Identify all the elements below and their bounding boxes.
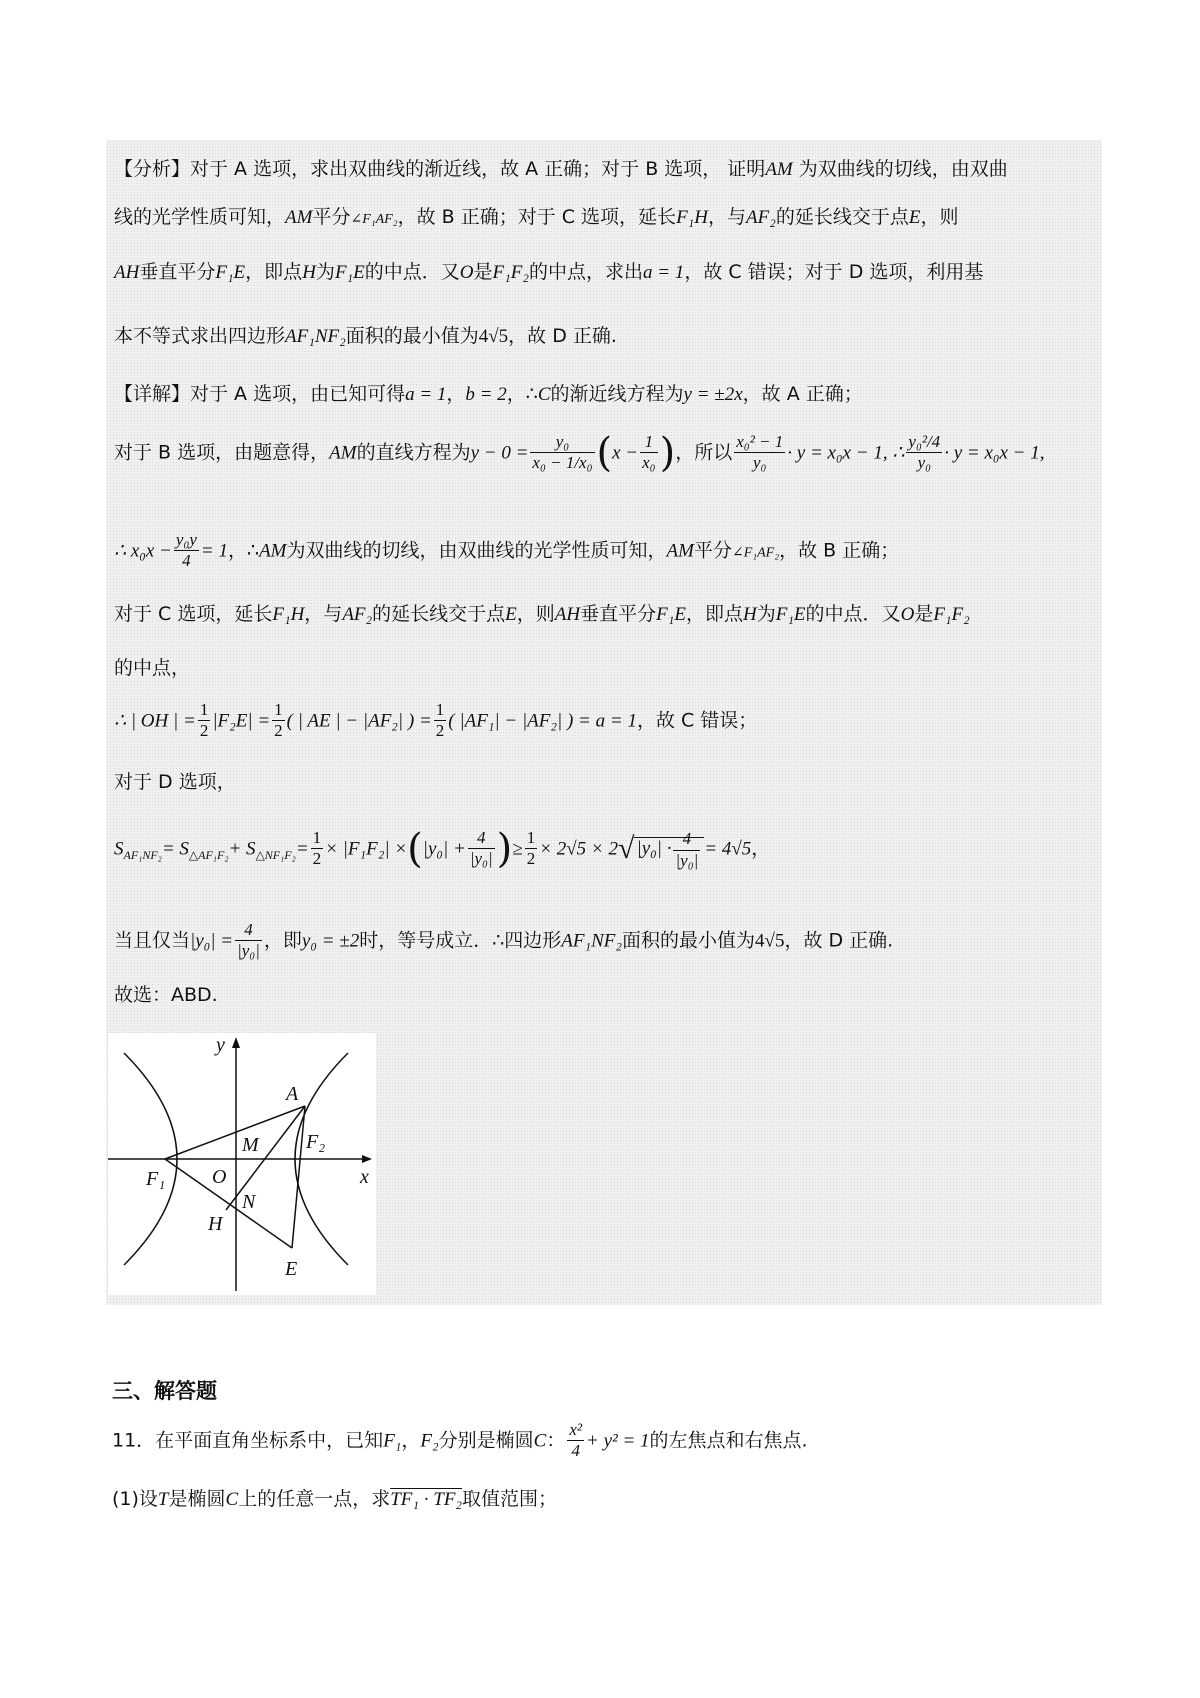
segment-A-E	[292, 1106, 305, 1248]
label-F1: F₁	[146, 1168, 166, 1190]
label-N: N	[242, 1191, 256, 1213]
label-H: H	[208, 1213, 223, 1235]
fraction-half: $\frac{1}{2}$	[274, 700, 283, 741]
label-F2: F₂	[306, 1131, 326, 1153]
fraction: $\frac{4}{\text{|y₀|}}$	[675, 829, 699, 870]
y-axis-arrow	[232, 1037, 240, 1048]
x-axis-arrow	[362, 1155, 372, 1163]
label-y: y	[216, 1034, 225, 1056]
label-E: E	[285, 1258, 298, 1280]
label-x: x	[360, 1166, 369, 1188]
detail-line-5: 的中点，	[114, 657, 191, 679]
detail-line-10: 故选：ABD.	[114, 984, 218, 1006]
fraction-half: $\frac{1}{2}$	[526, 828, 536, 869]
detail-line-1: 【详解】对于 A 选项，由已知可得a = 1，b = 2，∴C的渐近线方程为y = ±2x，故 A 正确；	[114, 383, 863, 405]
label-M: M	[242, 1134, 259, 1156]
detail-line-3: ∴ x₀x − $\frac{\text{y₀y}}{4}$ = 1，∴AM为双曲线的切线，由双曲线的光学性质可知，AM平分∠F₁AF₂，故 B 正确；	[114, 530, 900, 571]
detail-line-2: 对于 B 选项，由题意得，AM的直线方程为y − 0 = $\frac{\text{y₀}}{\text{x₀ − 1/x₀}}$ (x − $\frac{1}{\text{x₀}}$ )，所以 $\frac{\text{x₀² − 1}}{\text{y₀}}$ · y = x₀x − 1, ∴ $\frac{\text{y₀²/4}}{\text{y₀}}$ · y = x₀x − 1,	[114, 429, 1045, 476]
fraction: $\frac{\text{y₀}}{\text{x₀ − 1/x₀}}$	[532, 432, 593, 473]
fraction-half: $\frac{1}{2}$	[312, 828, 322, 869]
hyperbola-figure	[108, 1033, 376, 1295]
analysis-line-1: 【分析】对于 A 选项，求出双曲线的渐近线，故 A 正确；对于 B 选项， 证明AM 为双曲线的切线，由双曲	[114, 158, 1008, 180]
fraction: $\frac{\text{y₀y}}{4}$	[175, 530, 197, 571]
fraction: $\frac{1}{\text{x₀}}$	[642, 432, 656, 473]
question-11-part-1: (1)设T是椭圆C上的任意一点，求TF₁ · TF₂取值范围；	[112, 1488, 558, 1510]
section-title: 三、解答题	[112, 1379, 217, 1403]
fraction: $\frac{4}{\text{|y₀|}}$	[469, 828, 493, 869]
detail-line-7: 对于 D 选项，	[114, 771, 236, 793]
fraction: $\frac{4}{\text{|y₀|}}$	[237, 920, 260, 961]
fraction-half: $\frac{1}{2}$	[199, 700, 209, 741]
detail-line-6: ∴ | OH | = $\frac{1}{2}$ |F₂E| = $\frac{1}{2}$ ( | AE | − |AF₂| ) = $\frac{1}{2}$ ( |AF₁| − |AF₂| ) = a = 1，故 C 错误；	[114, 700, 758, 741]
segment-F1-E	[165, 1159, 292, 1248]
label-A: A	[286, 1083, 299, 1105]
detail-line-4: 对于 C 选项，延长F₁H，与AF₂的延长线交于点E，则AH垂直平分F₁E，即点H为F₁E的中点．又O是F₁F₂	[114, 603, 970, 625]
fraction-half: $\frac{1}{2}$	[435, 700, 445, 741]
sqrt-content: |y₀| · $\frac{4}{\text{|y₀|}}$	[634, 837, 704, 859]
fraction: $\frac{\text{y₀²/4}}{\text{y₀}}$	[908, 432, 941, 473]
analysis-line-4: 本不等式求出四边形AF₁NF₂面积的最小值为4√5，故 D 正确.	[114, 325, 617, 347]
fraction: $\frac{\text{x₀² − 1}}{\text{y₀}}$	[736, 432, 784, 473]
analysis-line-3: AH垂直平分F₁E，即点H为F₁E的中点．又O是F₁F₂的中点，求出a = 1，故 C 错误；对于 D 选项，利用基	[114, 261, 984, 283]
analysis-line-2: 线的光学性质可知，AM平分∠F₁AF₂，故 B 正确；对于 C 选项，延长F₁H，与AF₂的延长线交于点E，则	[114, 206, 959, 228]
fraction: $\frac{\text{x²}}{4}$	[569, 1420, 583, 1461]
detail-line-9: 当且仅当|y₀| = $\frac{4}{\text{|y₀|}}$ ，即y₀ = ±2时，等号成立．∴四边形AF₁NF₂面积的最小值为4√5，故 D 正确.	[114, 920, 894, 961]
detail-line-8: $S_{AF_1NF_2}= S_{\triangle AF_1F_2}+ S_{\triangle NF_1F_2}=$ $\frac{1}{2}$ × |F₁F₂| ×(|y₀| + $\frac{4}{\text{|y₀|}}$ )≥ $\frac{1}{2}$ × 2√5 × 2√ |y₀| · $\frac{4}{\text{|y₀|}}$ = 4√5，	[114, 825, 771, 872]
label-O: O	[212, 1166, 227, 1188]
question-11: 11．在平面直角坐标系中，已知F₁，F₂分别是椭圆C： $\frac{\text{x²}}{4}$ + y² = 1的左焦点和右焦点.	[112, 1420, 808, 1461]
